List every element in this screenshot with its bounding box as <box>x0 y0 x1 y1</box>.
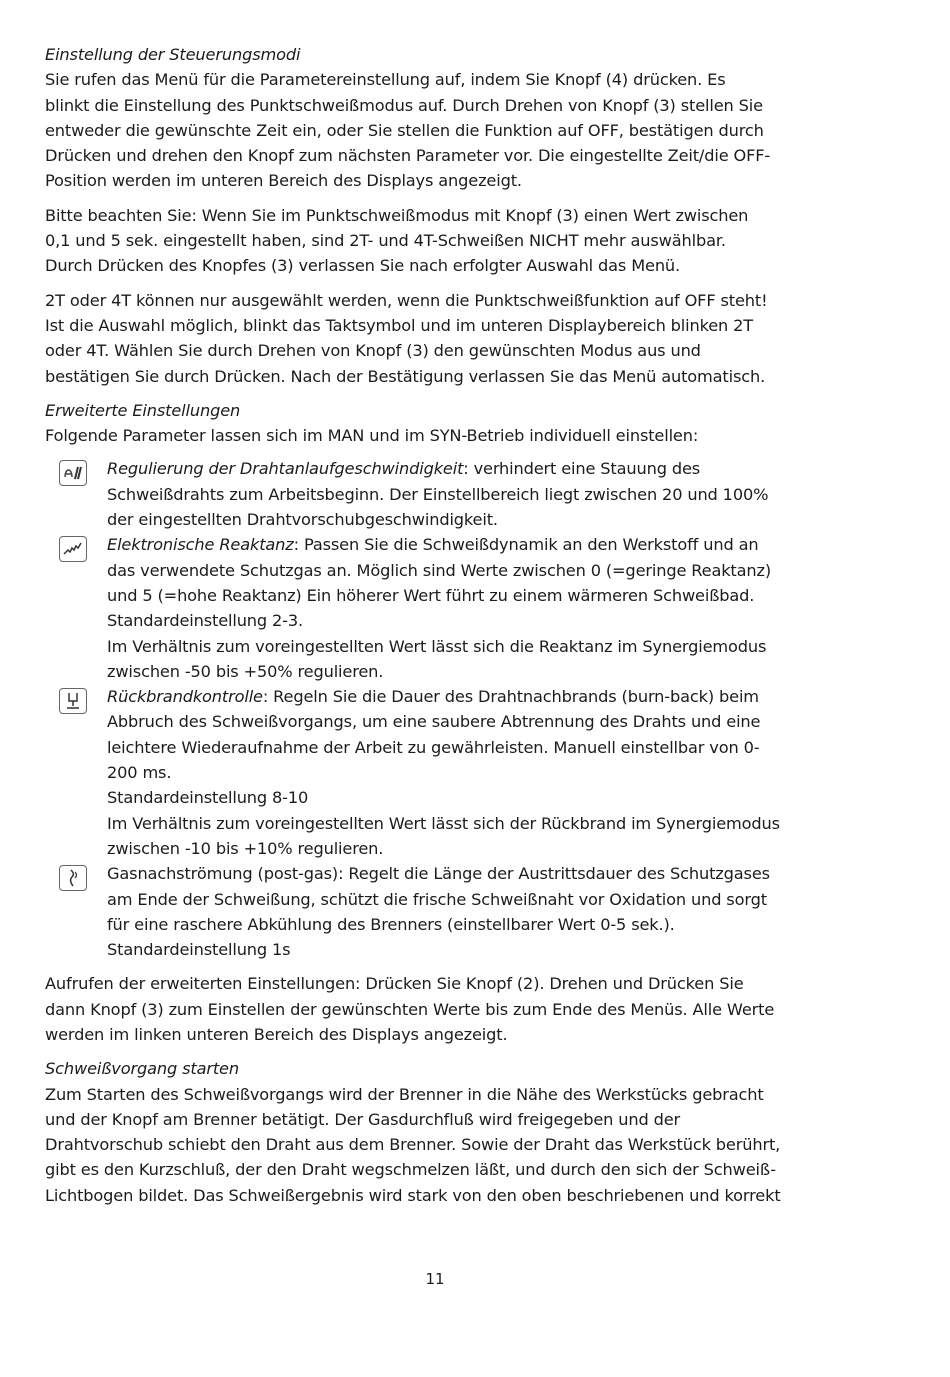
text-line: bestätigen Sie durch Drücken. Nach der Bestätigung verlassen Sie das Menü automatisch. <box>45 366 766 386</box>
text-line <box>107 532 835 557</box>
parameter-title: Regulierung der Drahtanlaufgeschwindigkeit <box>107 459 464 479</box>
text-line: zwischen -50 bis +50% regulieren. <box>107 661 384 681</box>
text-line: werden im linken unteren Bereich des Displays angezeigt. <box>45 1024 508 1044</box>
inductance-icon <box>59 536 87 562</box>
document-page <box>45 42 835 1208</box>
parameter-item-drahtanlauf <box>45 456 835 532</box>
parameter-list <box>45 456 835 962</box>
text-line: blinkt die Einstellung des Punktschweißmodus auf. Durch Drehen von Knopf (3) stellen Sie <box>45 95 763 115</box>
section-heading-start: Schweißvorgang starten <box>45 1059 239 1079</box>
parameter-title: Elektronische Reaktanz <box>107 535 294 555</box>
text-line: 200 ms. <box>107 763 172 783</box>
text-line: Standardeinstellung 2-3. <box>107 611 304 631</box>
post-gas-icon <box>59 865 87 891</box>
text-line: oder 4T. Wählen Sie durch Drehen von Knopf (3) den gewünschten Modus aus und <box>45 341 701 361</box>
text-line <box>107 684 835 709</box>
parameter-text: : Passen Sie die Schweißdynamik an den Werkstoff und an <box>293 535 759 555</box>
parameter-text: : Regeln Sie die Dauer des Drahtnachbrands (burn-back) beim <box>262 687 759 707</box>
text-line: 2T oder 4T können nur ausgewählt werden, wenn die Punktschweißfunktion auf OFF steht! <box>45 290 768 310</box>
text-line <box>107 861 835 886</box>
text-line: und 5 (=hohe Reaktanz) Ein höherer Wert führt zu einem wärmeren Schweißbad. <box>107 585 755 605</box>
wire-feed-icon <box>59 460 87 486</box>
text-line: Im Verhältnis zum voreingestellten Wert lässt sich die Reaktanz im Synergiemodus <box>107 636 767 656</box>
text-line: für eine raschere Abkühlung des Brenners (einstellbarer Wert 0-5 sek.). <box>107 914 675 934</box>
burn-back-icon <box>59 688 87 714</box>
text-line: 0,1 und 5 sek. eingestellt haben, sind 2T- und 4T-Schweißen NICHT mehr auswählbar. <box>45 231 726 251</box>
text-line: Standardeinstellung 8-10 <box>107 788 309 808</box>
text-line: gibt es den Kurzschluß, der den Draht wegschmelzen läßt, und durch den sich der Schweiß- <box>45 1160 776 1180</box>
text-line: zwischen -10 bis +10% regulieren. <box>107 838 384 858</box>
parameter-title: Rückbrandkontrolle <box>107 687 263 707</box>
parameter-text: Gasnachströmung (post-gas): Regelt die Länge der Austrittsdauer des Schutzgases <box>107 864 770 884</box>
paragraph-steuerungsmodi <box>45 67 835 193</box>
text-line: Bitte beachten Sie: Wenn Sie im Punktschweißmodus mit Knopf (3) einen Wert zwischen <box>45 205 749 225</box>
text-line: Zum Starten des Schweißvorgangs wird der Brenner in die Nähe des Werkstücks gebracht <box>45 1084 764 1104</box>
text-line: Aufrufen der erweiterten Einstellungen: Drücken Sie Knopf (2). Drehen und Drücken Sie <box>45 974 744 994</box>
text-line: Lichtbogen bildet. Das Schweißergebnis wird stark von den oben beschriebenen und korrekt <box>45 1185 781 1205</box>
paragraph-aufrufen <box>45 971 835 1047</box>
text-line: das verwendete Schutzgas an. Möglich sind Werte zwischen 0 (=geringe Reaktanz) <box>107 560 772 580</box>
text-line: Durch Drücken des Knopfes (3) verlassen Sie nach erfolgter Auswahl das Menü. <box>45 256 681 276</box>
paragraph-erweitert-intro: Folgende Parameter lassen sich im MAN und im SYN-Betrieb individuell einstellen: <box>45 426 699 446</box>
text-line: Drahtvorschub schiebt den Draht aus dem Brenner. Sowie der Draht das Werkstück berührt, <box>45 1135 781 1155</box>
paragraph-beachten <box>45 203 835 279</box>
text-line: leichtere Wiederaufnahme der Arbeit zu gewährleisten. Manuell einstellbar von 0- <box>107 737 760 757</box>
parameter-item-rueckbrand <box>45 684 835 861</box>
text-line: der eingestellten Drahtvorschubgeschwindigkeit. <box>107 510 498 530</box>
paragraph-start <box>45 1082 835 1208</box>
section-heading-erweitert: Erweiterte Einstellungen <box>45 400 241 420</box>
text-line: dann Knopf (3) zum Einstellen der gewünschten Werte bis zum Ende des Menüs. Alle Werte <box>45 999 775 1019</box>
parameter-item-reaktanz <box>45 532 835 684</box>
page-number: 11 <box>425 1270 445 1288</box>
text-line: Schweißdrahts zum Arbeitsbeginn. Der Einstellbereich liegt zwischen 20 und 100% <box>107 484 769 504</box>
text-line: Im Verhältnis zum voreingestellten Wert lässt sich der Rückbrand im Synergiemodus <box>107 813 780 833</box>
text-line: Drücken und drehen den Knopf zum nächsten Parameter vor. Die eingestellte Zeit/die OFF- <box>45 146 771 166</box>
parameter-item-gasnachstroemung <box>45 861 835 962</box>
text-line: entweder die gewünschte Zeit ein, oder Sie stellen die Funktion auf OFF, bestätigen durch <box>45 120 764 140</box>
text-line: Sie rufen das Menü für die Parametereinstellung auf, indem Sie Knopf (4) drücken. Es <box>45 70 726 90</box>
paragraph-takt <box>45 288 835 389</box>
text-line: Position werden im unteren Bereich des Displays angezeigt. <box>45 171 522 191</box>
text-line: Ist die Auswahl möglich, blinkt das Taktsymbol und im unteren Displaybereich blinken 2T <box>45 315 754 335</box>
text-line <box>107 456 835 481</box>
parameter-text: : verhindert eine Stauung des <box>463 459 701 479</box>
section-heading-steuerungsmodi: Einstellung der Steuerungsmodi <box>45 45 301 64</box>
text-line: am Ende der Schweißung, schützt die frische Schweißnaht vor Oxidation und sorgt <box>107 889 767 909</box>
text-line: und der Knopf am Brenner betätigt. Der Gasdurchfluß wird freigegeben und der <box>45 1109 681 1129</box>
text-line: Standardeinstellung 1s <box>107 940 291 960</box>
text-line: Abbruch des Schweißvorgangs, um eine saubere Abtrennung des Drahts und eine <box>107 712 761 732</box>
